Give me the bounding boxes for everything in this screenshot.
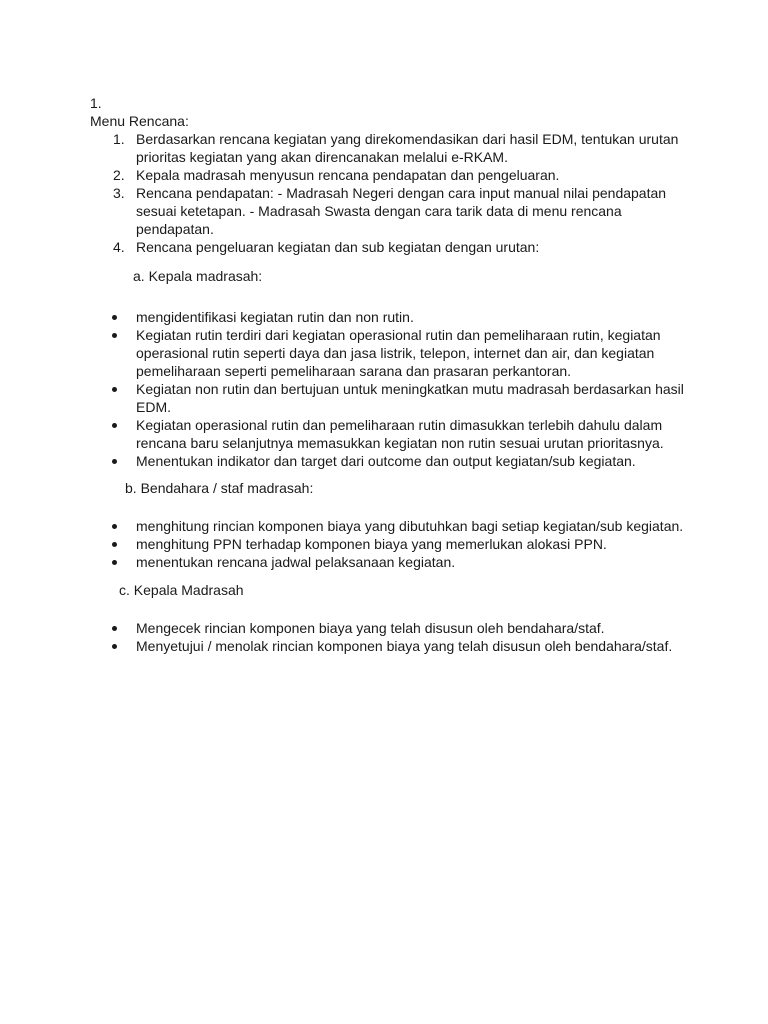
list-item <box>90 619 690 637</box>
list-item-text: Mengecek rincian komponen biaya yang telah disusun oleh bendahara/staf. <box>136 620 605 636</box>
list-item <box>90 308 690 326</box>
list-item-text: menghitung PPN terhadap komponen biaya yang memerlukan alokasi PPN. <box>136 536 607 552</box>
step-number: 4. <box>113 239 125 255</box>
step-number: 3. <box>113 185 125 201</box>
list-item <box>90 326 690 380</box>
step-number: 1. <box>113 131 125 147</box>
bullet-icon <box>112 542 117 547</box>
heading-number: 1. <box>90 95 102 111</box>
list-item <box>90 380 690 416</box>
list-item <box>90 553 690 571</box>
bullet-icon <box>112 459 117 464</box>
step-text: Rencana pendapatan: - Madrasah Negeri dengan cara input manual nilai pendapatan sesuai ketetapan. - Madrasah Swasta dengan cara tarik data di menu rencana pendapatan. <box>136 185 667 237</box>
bullet-icon <box>112 315 117 320</box>
list-item-text: Kegiatan operasional rutin dan pemeliharaan rutin dimasukkan terlebih dahulu dalam rencana baru selanjutnya memasukkan kegiatan non rutin sesuai urutan prioritasnya. <box>136 417 664 451</box>
heading-title: Menu Rencana: <box>90 113 189 129</box>
list-item-text: Kegiatan rutin terdiri dari kegiatan operasional rutin dan pemeliharaan rutin, kegiatan operasional rutin seperti daya dan jasa listrik, telepon, internet dan air, dan kegiatan pemeliharaan seperti pemeliharaan sarana dan prasaran perkantoran. <box>136 327 661 379</box>
step-item <box>90 238 690 256</box>
section-a-list <box>90 308 690 470</box>
bullet-icon <box>112 644 117 649</box>
step-text: Berdasarkan rencana kegiatan yang direkomendasikan dari hasil EDM, tentukan urutan prioritas kegiatan yang akan direncanakan melalui e-RKAM. <box>136 131 679 165</box>
section-a-title: a. Kepala madrasah: <box>133 268 263 284</box>
list-item <box>90 517 690 535</box>
list-item <box>90 416 690 452</box>
list-item-text: mengidentifikasi kegiatan rutin dan non rutin. <box>136 309 414 325</box>
list-item-text: menghitung rincian komponen biaya yang dibutuhkan bagi setiap kegiatan/sub kegiatan. <box>136 518 684 534</box>
bullet-icon <box>112 333 117 338</box>
bullet-icon <box>112 423 117 428</box>
section-b-list <box>90 517 690 571</box>
bullet-icon <box>112 524 117 529</box>
list-item-text: Menyetujui / menolak rincian komponen biaya yang telah disusun oleh bendahara/staf. <box>136 638 673 654</box>
step-number: 2. <box>113 167 125 183</box>
step-item <box>90 166 690 184</box>
document-page <box>90 94 690 655</box>
step-item <box>90 184 690 238</box>
section-c-list <box>90 619 690 655</box>
list-item-text: menentukan rencana jadwal pelaksanaan kegiatan. <box>136 554 456 570</box>
bullet-icon <box>112 626 117 631</box>
list-item-text: Menentukan indikator dan target dari outcome dan output kegiatan/sub kegiatan. <box>136 453 636 469</box>
step-text: Kepala madrasah menyusun rencana pendapatan dan pengeluaran. <box>136 167 560 183</box>
bullet-icon <box>112 560 117 565</box>
steps-list <box>90 130 690 256</box>
list-item <box>90 452 690 470</box>
section-c-title: c. Kepala Madrasah <box>119 582 244 598</box>
list-item <box>90 535 690 553</box>
list-item <box>90 637 690 655</box>
step-text: Rencana pengeluaran kegiatan dan sub kegiatan dengan urutan: <box>136 239 540 255</box>
bullet-icon <box>112 387 117 392</box>
list-item-text: Kegiatan non rutin dan bertujuan untuk meningkatkan mutu madrasah berdasarkan hasil EDM. <box>136 381 684 415</box>
step-item <box>90 130 690 166</box>
section-b-title: b. Bendahara / staf madrasah: <box>125 480 314 496</box>
